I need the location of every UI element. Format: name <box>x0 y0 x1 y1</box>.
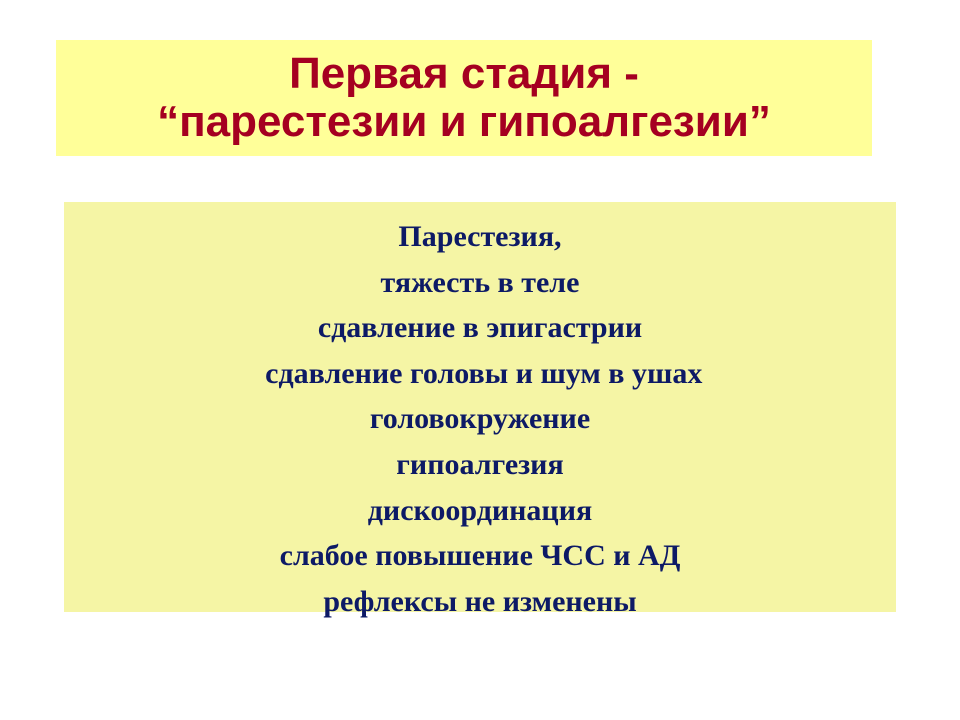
symptom-item: рефлексы не изменены <box>323 584 637 618</box>
symptom-item: головокружение <box>369 402 591 436</box>
symptoms-box <box>64 202 896 618</box>
symptom-item: дискоординация <box>367 493 593 527</box>
symptom-item: слабое повышение ЧСС и АД <box>279 539 681 573</box>
symptoms-list <box>64 214 896 624</box>
symptom-item: сдавление в эпигастрии <box>317 311 643 345</box>
symptom-item: Парестезия, <box>398 220 562 253</box>
slide-title-box <box>56 40 872 156</box>
symptom-item: сдавление головы и шум в ушах <box>257 356 703 390</box>
symptom-item: гипоалгезия <box>396 447 564 481</box>
symptom-item: тяжесть в теле <box>380 265 580 299</box>
slide-title-line-1: Первая стадия - <box>289 49 639 98</box>
slide-title-line-2: “парестезии и гипоалгезии” <box>157 97 771 146</box>
